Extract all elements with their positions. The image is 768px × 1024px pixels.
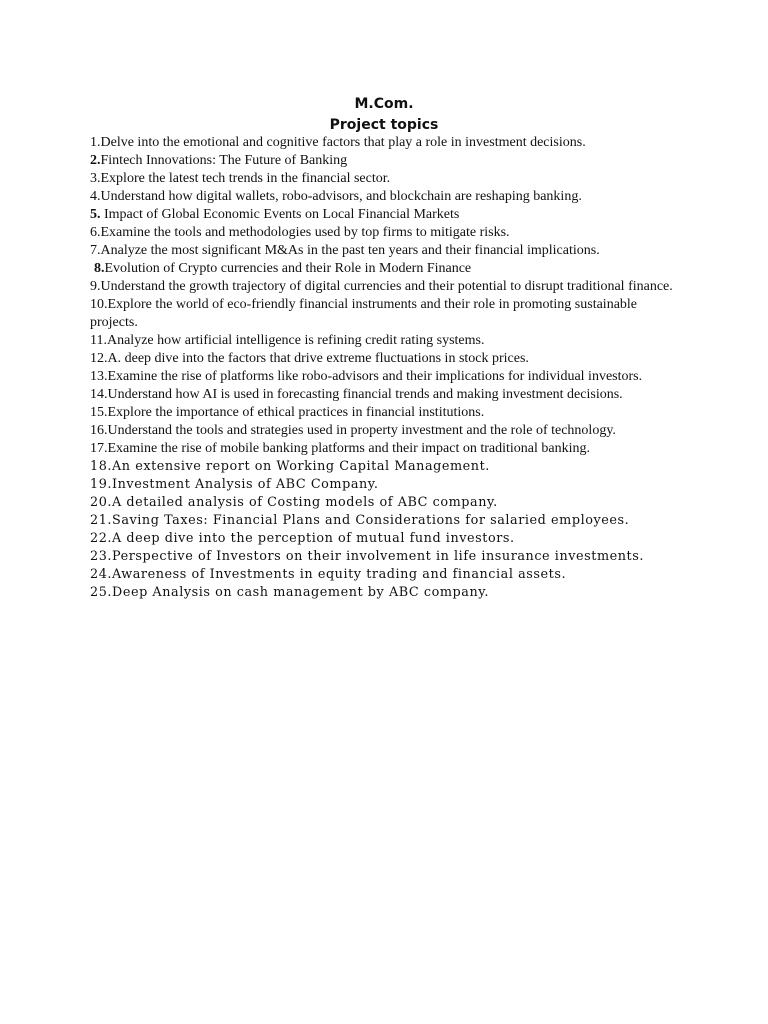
topic-number: 6. — [90, 225, 101, 240]
list-item — [90, 512, 680, 530]
topic-number: 10. — [90, 297, 108, 312]
topic-number: 14. — [90, 387, 108, 402]
list-item — [90, 350, 680, 368]
list-item — [90, 476, 680, 494]
list-item — [90, 170, 680, 188]
list-item — [90, 332, 680, 350]
topic-text: Examine the rise of platforms like robo-advisors and their implications for individual investors. — [107, 369, 643, 384]
list-item — [90, 260, 680, 278]
topic-text: Investment Analysis of ABC Company. — [112, 477, 379, 492]
topic-text: Understand the tools and strategies used in property investment and the role of technology. — [107, 423, 616, 438]
degree-heading: M.Com. — [354, 96, 414, 112]
topic-text: An extensive report on Working Capital Management. — [112, 459, 490, 474]
topic-number: 5. — [90, 207, 101, 222]
list-item — [90, 458, 680, 476]
list-item — [90, 188, 680, 206]
list-item — [90, 224, 680, 242]
topic-text: Analyze how artificial intelligence is refining credit rating systems. — [106, 333, 485, 348]
topic-number: 15. — [90, 405, 108, 420]
list-item — [90, 278, 680, 296]
topic-text: Awareness of Investments in equity trading and financial assets. — [112, 567, 567, 582]
topic-number: 13. — [90, 369, 108, 384]
list-item — [90, 152, 680, 170]
topic-number: 8. — [94, 261, 105, 276]
topic-number: 23. — [90, 549, 113, 564]
topic-text: Explore the latest tech trends in the financial sector. — [100, 171, 391, 186]
list-item — [90, 566, 680, 584]
list-item — [90, 206, 680, 224]
list-item — [90, 584, 680, 602]
list-item — [90, 548, 680, 566]
list-item — [90, 440, 680, 458]
topic-number: 3. — [90, 171, 101, 186]
topic-number: 11. — [90, 333, 107, 348]
topic-number: 19. — [90, 477, 113, 492]
topic-text: A deep dive into the perception of mutual fund investors. — [112, 531, 515, 546]
topic-text: Impact of Global Economic Events on Local Financial Markets — [100, 207, 460, 222]
list-item — [90, 296, 680, 332]
topic-number: 24. — [90, 567, 113, 582]
list-item — [90, 386, 680, 404]
topic-number: 21. — [90, 513, 113, 528]
list-item — [90, 242, 680, 260]
topic-number: 4. — [90, 189, 101, 204]
topic-number: 16. — [90, 423, 108, 438]
list-item — [90, 404, 680, 422]
list-item — [90, 134, 680, 152]
topic-number: 12. — [90, 351, 108, 366]
list-item — [90, 494, 680, 512]
topic-text: A detailed analysis of Costing models of ABC company. — [112, 495, 498, 510]
topic-number: 2. — [90, 153, 101, 168]
topic-number: 9. — [90, 279, 101, 294]
topic-number: 1. — [90, 135, 101, 150]
list-item — [90, 422, 680, 440]
topic-text: Deep Analysis on cash management by ABC company. — [112, 585, 489, 600]
topic-number: 20. — [90, 495, 113, 510]
topic-number: 22. — [90, 531, 113, 546]
topic-text: Analyze the most significant M&As in the past ten years and their financial implications. — [100, 243, 600, 258]
topic-text: Evolution of Crypto currencies and their Role in Modern Finance — [104, 261, 472, 276]
topic-text: Understand how digital wallets, robo-advisors, and blockchain are reshaping banking. — [100, 189, 582, 204]
topic-list — [90, 134, 680, 602]
topic-text: Perspective of Investors on their involvement in life insurance investments. — [112, 549, 644, 564]
list-item — [90, 530, 680, 548]
topic-text: A. deep dive into the factors that drive extreme fluctuations in stock prices. — [107, 351, 529, 366]
topic-text: Saving Taxes: Financial Plans and Considerations for salaried employees. — [112, 513, 630, 528]
topic-text: Understand the growth trajectory of digital currencies and their potential to disrupt traditional finance. — [100, 279, 673, 294]
topic-text: Examine the rise of mobile banking platforms and their impact on traditional banking. — [107, 441, 590, 456]
topic-text: Examine the tools and methodologies used by top firms to mitigate risks. — [100, 225, 510, 240]
topic-number: 7. — [90, 243, 101, 258]
topic-text: Explore the world of eco-friendly financial instruments and their role in promoting sustainable projects. — [90, 297, 638, 330]
topic-text: Delve into the emotional and cognitive factors that play a role in investment decisions. — [100, 135, 586, 150]
page-title: Project topics — [329, 117, 439, 133]
topic-text: Explore the importance of ethical practices in financial institutions. — [107, 405, 485, 420]
topic-text: Fintech Innovations: The Future of Banking — [100, 153, 348, 168]
list-item — [90, 368, 680, 386]
topic-number: 17. — [90, 441, 108, 456]
topic-number: 25. — [90, 585, 113, 600]
topic-number: 18. — [90, 459, 113, 474]
topic-text: Understand how AI is used in forecasting financial trends and making investment decisions. — [107, 387, 623, 402]
